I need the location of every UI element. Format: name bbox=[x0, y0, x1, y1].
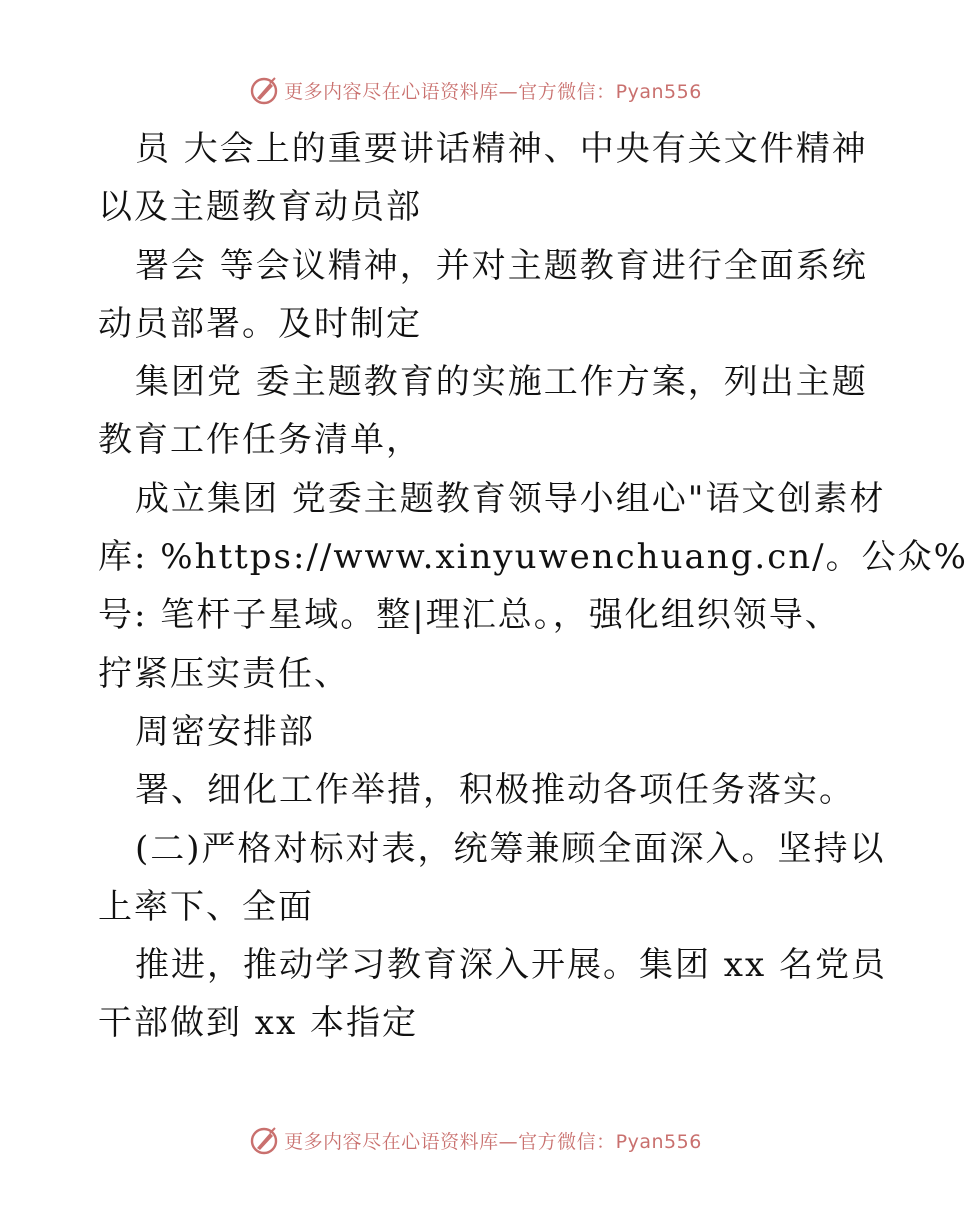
body-text-line: (二)严格对标对表，统筹兼顾全面深入。坚持以 bbox=[135, 828, 886, 869]
body-text-line: 干部做到 xx 本指定 bbox=[98, 1003, 418, 1044]
body-text-line: 上率下、全面 bbox=[98, 886, 314, 927]
body-text-line: 周密安排部 bbox=[135, 711, 315, 752]
body-text-line: 员 大会上的重要讲话精神、中央有关文件精神 bbox=[135, 129, 868, 169]
footer-watermark bbox=[0, 1122, 950, 1158]
quill-logo-icon bbox=[248, 1124, 280, 1156]
header-watermark bbox=[0, 72, 950, 108]
body-text-line: 教育工作任务清单， bbox=[98, 420, 422, 461]
document-body bbox=[98, 120, 968, 1053]
body-text-line: 署会 等会议精神，并对主题教育进行全面系统 bbox=[135, 245, 868, 286]
body-text-line: 号: 笔杆子星域。整|理汇总。，强化组织领导、 bbox=[98, 595, 841, 636]
header-watermark-text: 更多内容尽在心语资料库—官方微信：Pyan556 bbox=[284, 80, 702, 103]
body-text-line: 以及主题教育动员部 bbox=[98, 187, 422, 228]
body-text-line: 集团党 委主题教育的实施工作方案，列出主题 bbox=[135, 362, 868, 403]
body-text-line: 推进，推动学习教育深入开展。集团 xx 名党员 bbox=[135, 945, 887, 986]
body-text-line: 署、细化工作举措，积极推动各项任务落实。 bbox=[135, 770, 855, 811]
body-text-line: 拧紧压实责任、 bbox=[98, 653, 350, 694]
body-text-line: 动员部署。及时制定 bbox=[98, 303, 422, 344]
body-text-line: 成立集团 党委主题教育领导小组心"语文创素材 bbox=[135, 478, 886, 519]
body-text-line: 库: %https://www.xinyuwenchuang.cn/。公众% bbox=[98, 537, 968, 578]
quill-logo-icon bbox=[248, 74, 280, 106]
footer-watermark-text: 更多内容尽在心语资料库—官方微信：Pyan556 bbox=[284, 1130, 702, 1153]
